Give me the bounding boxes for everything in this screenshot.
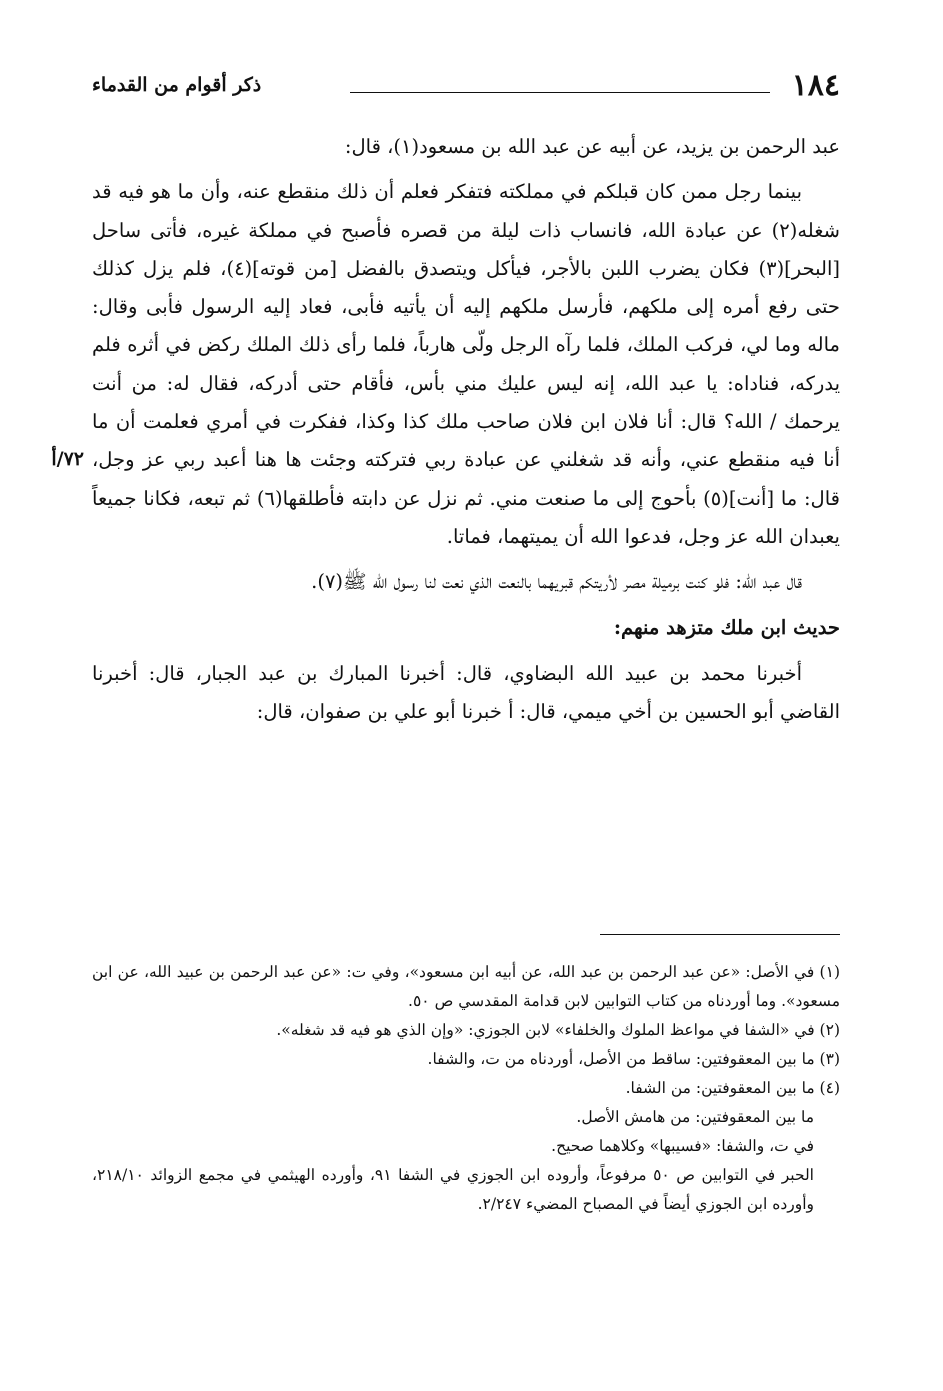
footnote-4: (٤) ما بين المعقوفتين: من الشفا.: [625, 1079, 840, 1097]
page-header: [92, 68, 840, 108]
paragraph-story: بينما رجل ممن كان قبلكم في مملكته فتفكر فعلم أن ذلك منقطع عنه، وأن ما هو فيه قد شغله(٢) عن عبادة الله، فانساب ذات ليلة من قصره فأصبح في مملكة غيره، فأتى ساحل [البحر](٣) فكان يضرب اللبن بالأجر، فيأكل ويتصدق بالفضل [من قوته](٤)، فلم يزل كذلك حتى رفع أمره إلى ملكهم، فأرسل ملكهم إليه أن يأتيه فأبى، فعاد إليه الرسول فأبى وقال: ماله وما لي، فركب الملك، فلما رآه الرجل ولّى هارباً، فلما رأى ذلك الملك ركض في أثره فلم يدركه، فناداه: يا عبد الله، إنه ليس عليك مني بأس، فأقام حتى أدركه، فقال له: من أنت يرحمك / الله؟ قال: أنا فلان ابن فلان صاحب ملك كذا وكذا، ففكرت في أمري فعلمت أن ما أنا فيه منقطع عني، وأنه قد شغلني عن عبادة ربي فتركته وجئت ها هنا أعبد ربي عز وجل، قال: ما [أنت](٥) بأحوج إلى ما صنعت مني. ثم نزل عن دابته فأطلقها(٦) ثم تبعه، فكانا جميعاً يعبدان الله عز وجل، فدعوا الله أن يميتهما، فماتا.: [92, 180, 840, 548]
footnote-1: (١) في الأصل: «عن عبد الرحمن بن عبد الله، عن أبيه ابن مسعود»، وفي ت: «عن عبد الرحمن بن عبيد الله، عن ابن مسعود». وما أوردناه من كتاب التوابين لابن قدامة المقدسي ص ٥٠.: [92, 963, 840, 1010]
paragraph-chain: أخبرنا محمد بن عبيد الله البضاوي، قال: أخبرنا المبارك بن عبد الجبار، قال: أخبرنا القاضي أبو الحسين بن أخي ميمي، قال: أ خبرنا أبو علي بن صفوان، قال:: [92, 661, 840, 724]
footnote-6: في ت، والشفا: «فسيبها» وكلاهما صحيح.: [551, 1137, 814, 1155]
folio-margin-note: ٧٢/أ: [51, 448, 84, 470]
paragraph-isnad: عبد الرحمن بن يزيد، عن أبيه عن عبد الله بن مسعود(١)، قال:: [344, 135, 840, 158]
main-text: [92, 128, 840, 731]
footnote-7: الحبر في التوابين ص ٥٠ مرفوعاً، وأروده ابن الجوزي في الشفا ٩١، وأورده الهيثمي في مجمع الزوائد ٢١٨/١٠، وأورده ابن الجوزي أيضاً في المصباح المضيء ٢/٢٤٧.: [92, 1166, 814, 1213]
page-number: ١٨٤: [791, 68, 840, 103]
footnote-rule: [600, 934, 840, 935]
footnote-5: ما بين المعقوفتين: من هامش الأصل.: [576, 1108, 814, 1126]
footnote-3: (٣) ما بين المعقوفتين: ساقط من الأصل، أوردناه من ت، والشفا.: [427, 1050, 840, 1068]
running-title: ذكر أقوام من القدماء: [92, 74, 262, 96]
header-rule: [350, 92, 770, 93]
section-heading: حديث ابن ملك متزهد منهم:: [613, 615, 840, 639]
footnote-2: (٢) في «الشفا في مواعظ الملوك والخلفاء» لابن الجوزي: «وإن الذي هو فيه قد شغله».: [276, 1021, 840, 1039]
footnotes: [92, 958, 840, 1219]
paragraph-conclusion: قال عبد الله: فلو كنت برميلة مصر لأريتكم قبريهما بالنعت الذي نعت لنا رسول الله ﷺ(٧).: [311, 570, 802, 594]
